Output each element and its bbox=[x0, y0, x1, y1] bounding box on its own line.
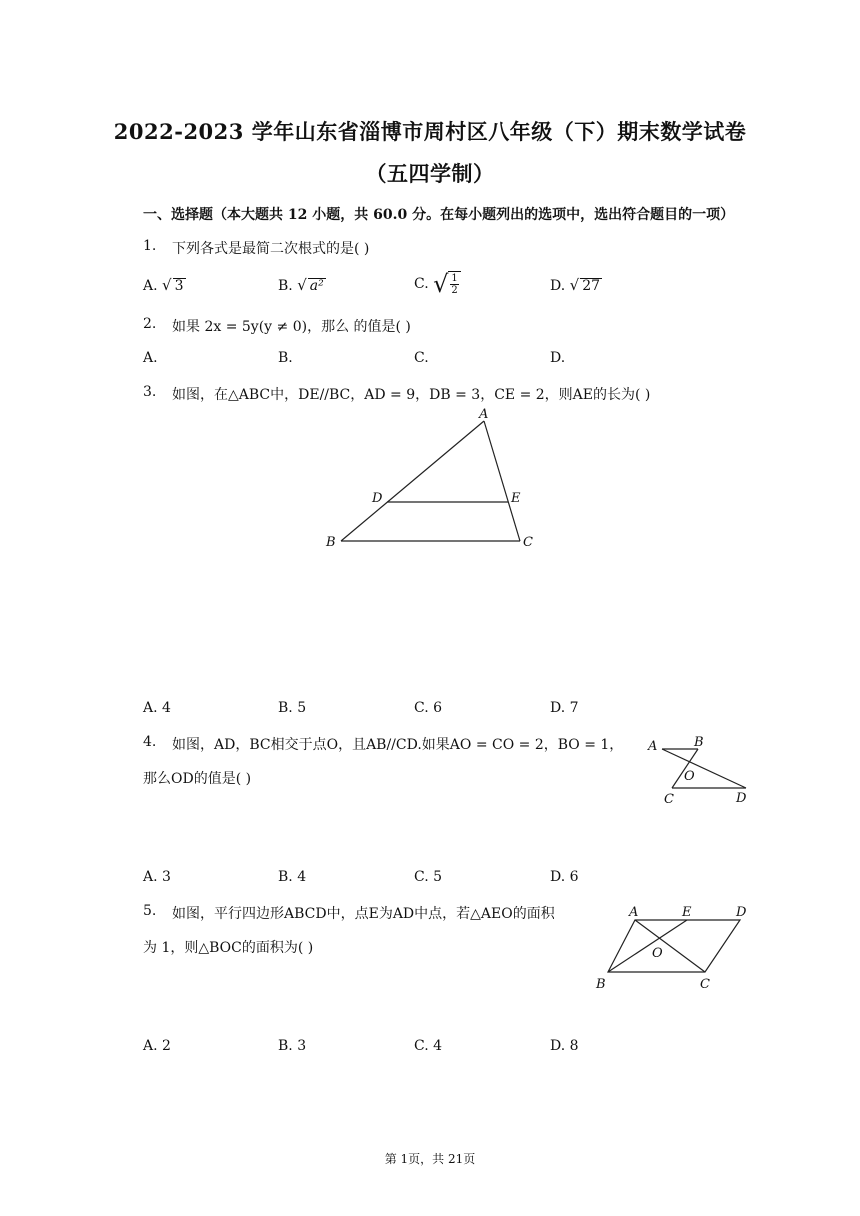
sqrt-symbol: √ bbox=[297, 276, 307, 294]
question-4-stem-line2: 那么OD的值是( ) bbox=[143, 771, 252, 787]
q5-option-b: B. 3 bbox=[278, 1038, 307, 1054]
q4-figure bbox=[640, 730, 760, 810]
question-2-stem: 如果 2x = 5y(y ≠ 0)，那么 的值是( ) bbox=[172, 319, 411, 335]
question-2-number: 2. bbox=[143, 316, 157, 332]
q4-option-c: C. 5 bbox=[414, 869, 443, 885]
question-3-number: 3. bbox=[143, 384, 157, 400]
q1-option-a-letter: A. bbox=[143, 278, 158, 294]
q1-option-a-radicand: 3 bbox=[174, 278, 184, 294]
q4-option-a: A. 3 bbox=[143, 869, 171, 885]
q5-label-d: D bbox=[736, 905, 747, 920]
q5-parallelogram-figure bbox=[590, 900, 760, 995]
q5-label-a: A bbox=[629, 905, 639, 920]
q3-label-a: A bbox=[479, 407, 489, 422]
q4-label-b: B bbox=[694, 735, 704, 750]
q3-option-c: C. 6 bbox=[414, 700, 443, 716]
page-footer: 第 1页，共 21页 bbox=[384, 1152, 476, 1166]
q4-label-d: D bbox=[736, 791, 747, 806]
q5-label-b: B bbox=[596, 977, 606, 992]
q3-label-b: B bbox=[326, 535, 336, 550]
q2-option-b: B. bbox=[278, 350, 293, 366]
question-5-number: 5. bbox=[143, 903, 157, 919]
page-subtitle: （五四学制） bbox=[365, 161, 495, 186]
q1-option-c-fraction bbox=[448, 271, 460, 297]
q5-segment-be bbox=[608, 920, 687, 972]
q1-option-d bbox=[550, 276, 602, 294]
q3-side-ac bbox=[484, 421, 520, 541]
sqrt-symbol: √ bbox=[569, 276, 580, 294]
q5-option-a: A. 2 bbox=[143, 1038, 171, 1054]
q1-option-b bbox=[278, 276, 326, 294]
q1-option-a bbox=[143, 276, 186, 294]
question-5-stem-line2: 为 1，则△BOC的面积为( ) bbox=[143, 940, 314, 956]
q3-option-b: B. 5 bbox=[278, 700, 307, 716]
q5-option-d: D. 8 bbox=[550, 1038, 579, 1054]
q1-option-c bbox=[414, 270, 461, 298]
q3-option-a: A. 4 bbox=[143, 700, 171, 716]
question-1-stem: 下列各式是最简二次根式的是( ) bbox=[172, 241, 370, 257]
q3-label-e: E bbox=[511, 491, 521, 506]
sqrt-symbol: √ bbox=[433, 270, 449, 298]
q2-option-d: D. bbox=[550, 350, 566, 366]
q1-option-d-letter: D. bbox=[550, 278, 566, 294]
question-1-number: 1. bbox=[143, 238, 157, 254]
sqrt-symbol: √ bbox=[162, 276, 172, 294]
q4-label-a: A bbox=[648, 739, 658, 754]
q2-option-c: C. bbox=[414, 350, 429, 366]
q5-diagonal-ac bbox=[635, 920, 705, 972]
q1-option-c-letter: C. bbox=[414, 276, 429, 292]
question-3-stem: 如图，在△ABC中，DE//BC，AD = 9，DB = 3，CE = 2，则AE的长为( ) bbox=[172, 387, 651, 403]
q3-side-ab bbox=[341, 421, 484, 541]
q1-option-b-radicand: a² bbox=[309, 278, 324, 294]
q3-option-d: D. 7 bbox=[550, 700, 579, 716]
page-title: 2022-2023 学年山东省淄博市周村区八年级（下）期末数学试卷 bbox=[113, 119, 747, 144]
q5-label-o: O bbox=[652, 946, 663, 961]
section-header: 一、选择题（本大题共 12 小题，共 60.0 分。在每小题列出的选项中，选出符合题目的一项） bbox=[143, 207, 735, 223]
question-5-stem-line1: 如图，平行四边形ABCD中，点E为AD中点，若△AEO的面积 bbox=[172, 906, 555, 922]
q3-label-c: C bbox=[523, 535, 533, 550]
q2-option-a: A. bbox=[143, 350, 158, 366]
q5-option-c: C. 4 bbox=[414, 1038, 443, 1054]
q1-option-c-denominator: 2 bbox=[451, 285, 458, 296]
q4-option-b: B. 4 bbox=[278, 869, 307, 885]
q5-label-e: E bbox=[682, 905, 692, 920]
q5-label-c: C bbox=[700, 977, 710, 992]
q1-option-c-numerator: 1 bbox=[451, 273, 458, 284]
question-4-number: 4. bbox=[143, 734, 157, 750]
q5-parallelogram-abcd bbox=[608, 920, 740, 972]
question-4-stem-line1: 如图，AD，BC相交于点O，且AB//CD.如果AO = CO = 2，BO = 1， bbox=[172, 737, 624, 753]
q3-triangle-figure bbox=[320, 405, 540, 555]
q4-label-c: C bbox=[664, 792, 674, 807]
q1-option-d-radicand: 27 bbox=[582, 278, 601, 294]
q4-segment-ad bbox=[662, 749, 746, 788]
q3-label-d: D bbox=[372, 491, 383, 506]
q1-option-b-letter: B. bbox=[278, 278, 293, 294]
q4-label-o: O bbox=[684, 769, 695, 784]
q4-option-d: D. 6 bbox=[550, 869, 579, 885]
